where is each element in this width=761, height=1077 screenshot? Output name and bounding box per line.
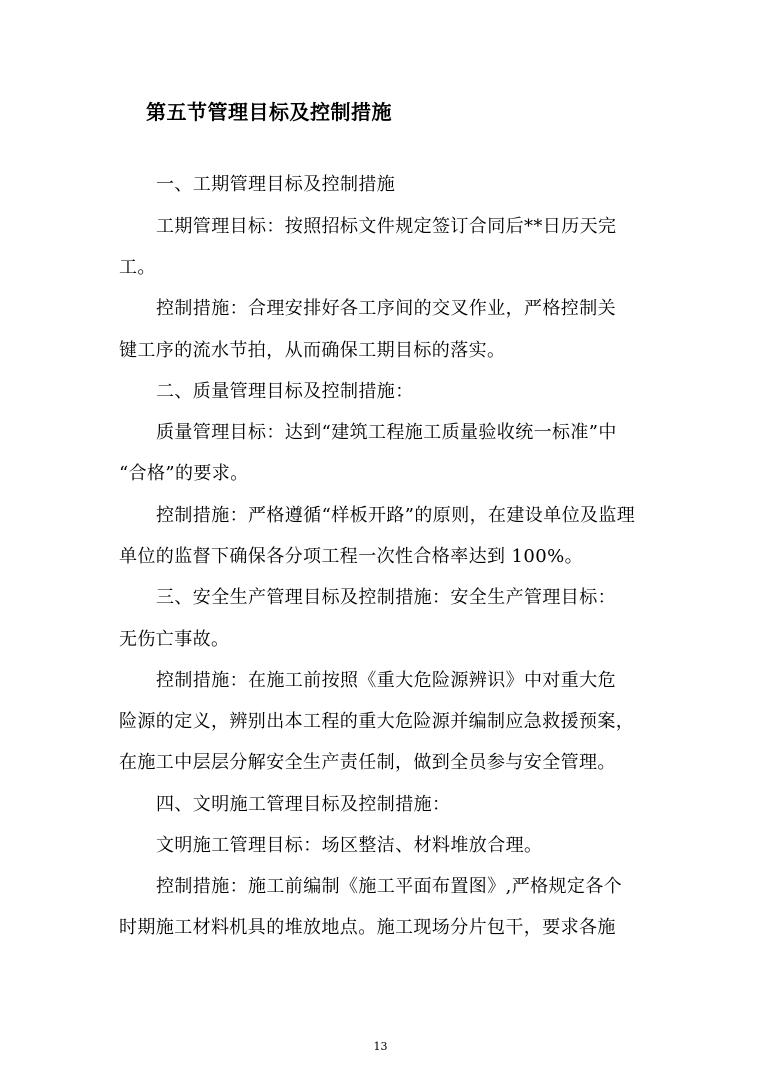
paragraph-line: 质量管理目标：达到“建筑工程施工质量验收统一标准”中 [156, 422, 617, 443]
section-title: 第五节管理目标及控制措施 [146, 100, 392, 124]
paragraph-line: “合格”的要求。 [119, 463, 249, 484]
paragraph-line: 控制措施：严格遵循“样板开路”的原则，在建设单位及监理 [156, 505, 636, 526]
paragraph-line: 控制措施：在施工前按照《重大危险源辨识》中对重大危 [156, 670, 616, 691]
paragraph-line: 单位的监督下确保各分项工程一次性合格率达到 100%。 [119, 546, 583, 567]
paragraph-line: 险源的定义，辨别出本工程的重大危险源并编制应急救援预案， [119, 711, 635, 732]
paragraph-line: 无伤亡事故。 [119, 629, 230, 650]
paragraph-line: 工。 [119, 257, 156, 278]
paragraph-line: 控制措施：合理安排好各工序间的交叉作业，严格控制关 [156, 298, 616, 319]
heading-civilized: 四、文明施工管理目标及控制措施： [156, 794, 451, 815]
heading-safety: 三、安全生产管理目标及控制措施：安全生产管理目标： [156, 587, 616, 608]
paragraph-line: 在施工中层层分解安全生产责任制，做到全员参与安全管理。 [119, 752, 616, 773]
paragraph-line: 文明施工管理目标：场区整洁、材料堆放合理。 [156, 835, 543, 856]
heading-quality: 二、质量管理目标及控制措施： [156, 381, 414, 402]
paragraph-line: 工期管理目标：按照招标文件规定签订合同后**日历天完 [156, 216, 617, 237]
page-number: 13 [373, 1040, 388, 1053]
heading-schedule: 一、工期管理目标及控制措施 [156, 174, 396, 195]
paragraph-line: 键工序的流水节拍，从而确保工期目标的落实。 [119, 340, 506, 361]
paragraph-line: 控制措施：施工前编制《施工平面布置图》,严格规定各个 [156, 876, 623, 897]
paragraph-line: 时期施工材料机具的堆放地点。施工现场分片包干，要求各施 [119, 917, 616, 938]
